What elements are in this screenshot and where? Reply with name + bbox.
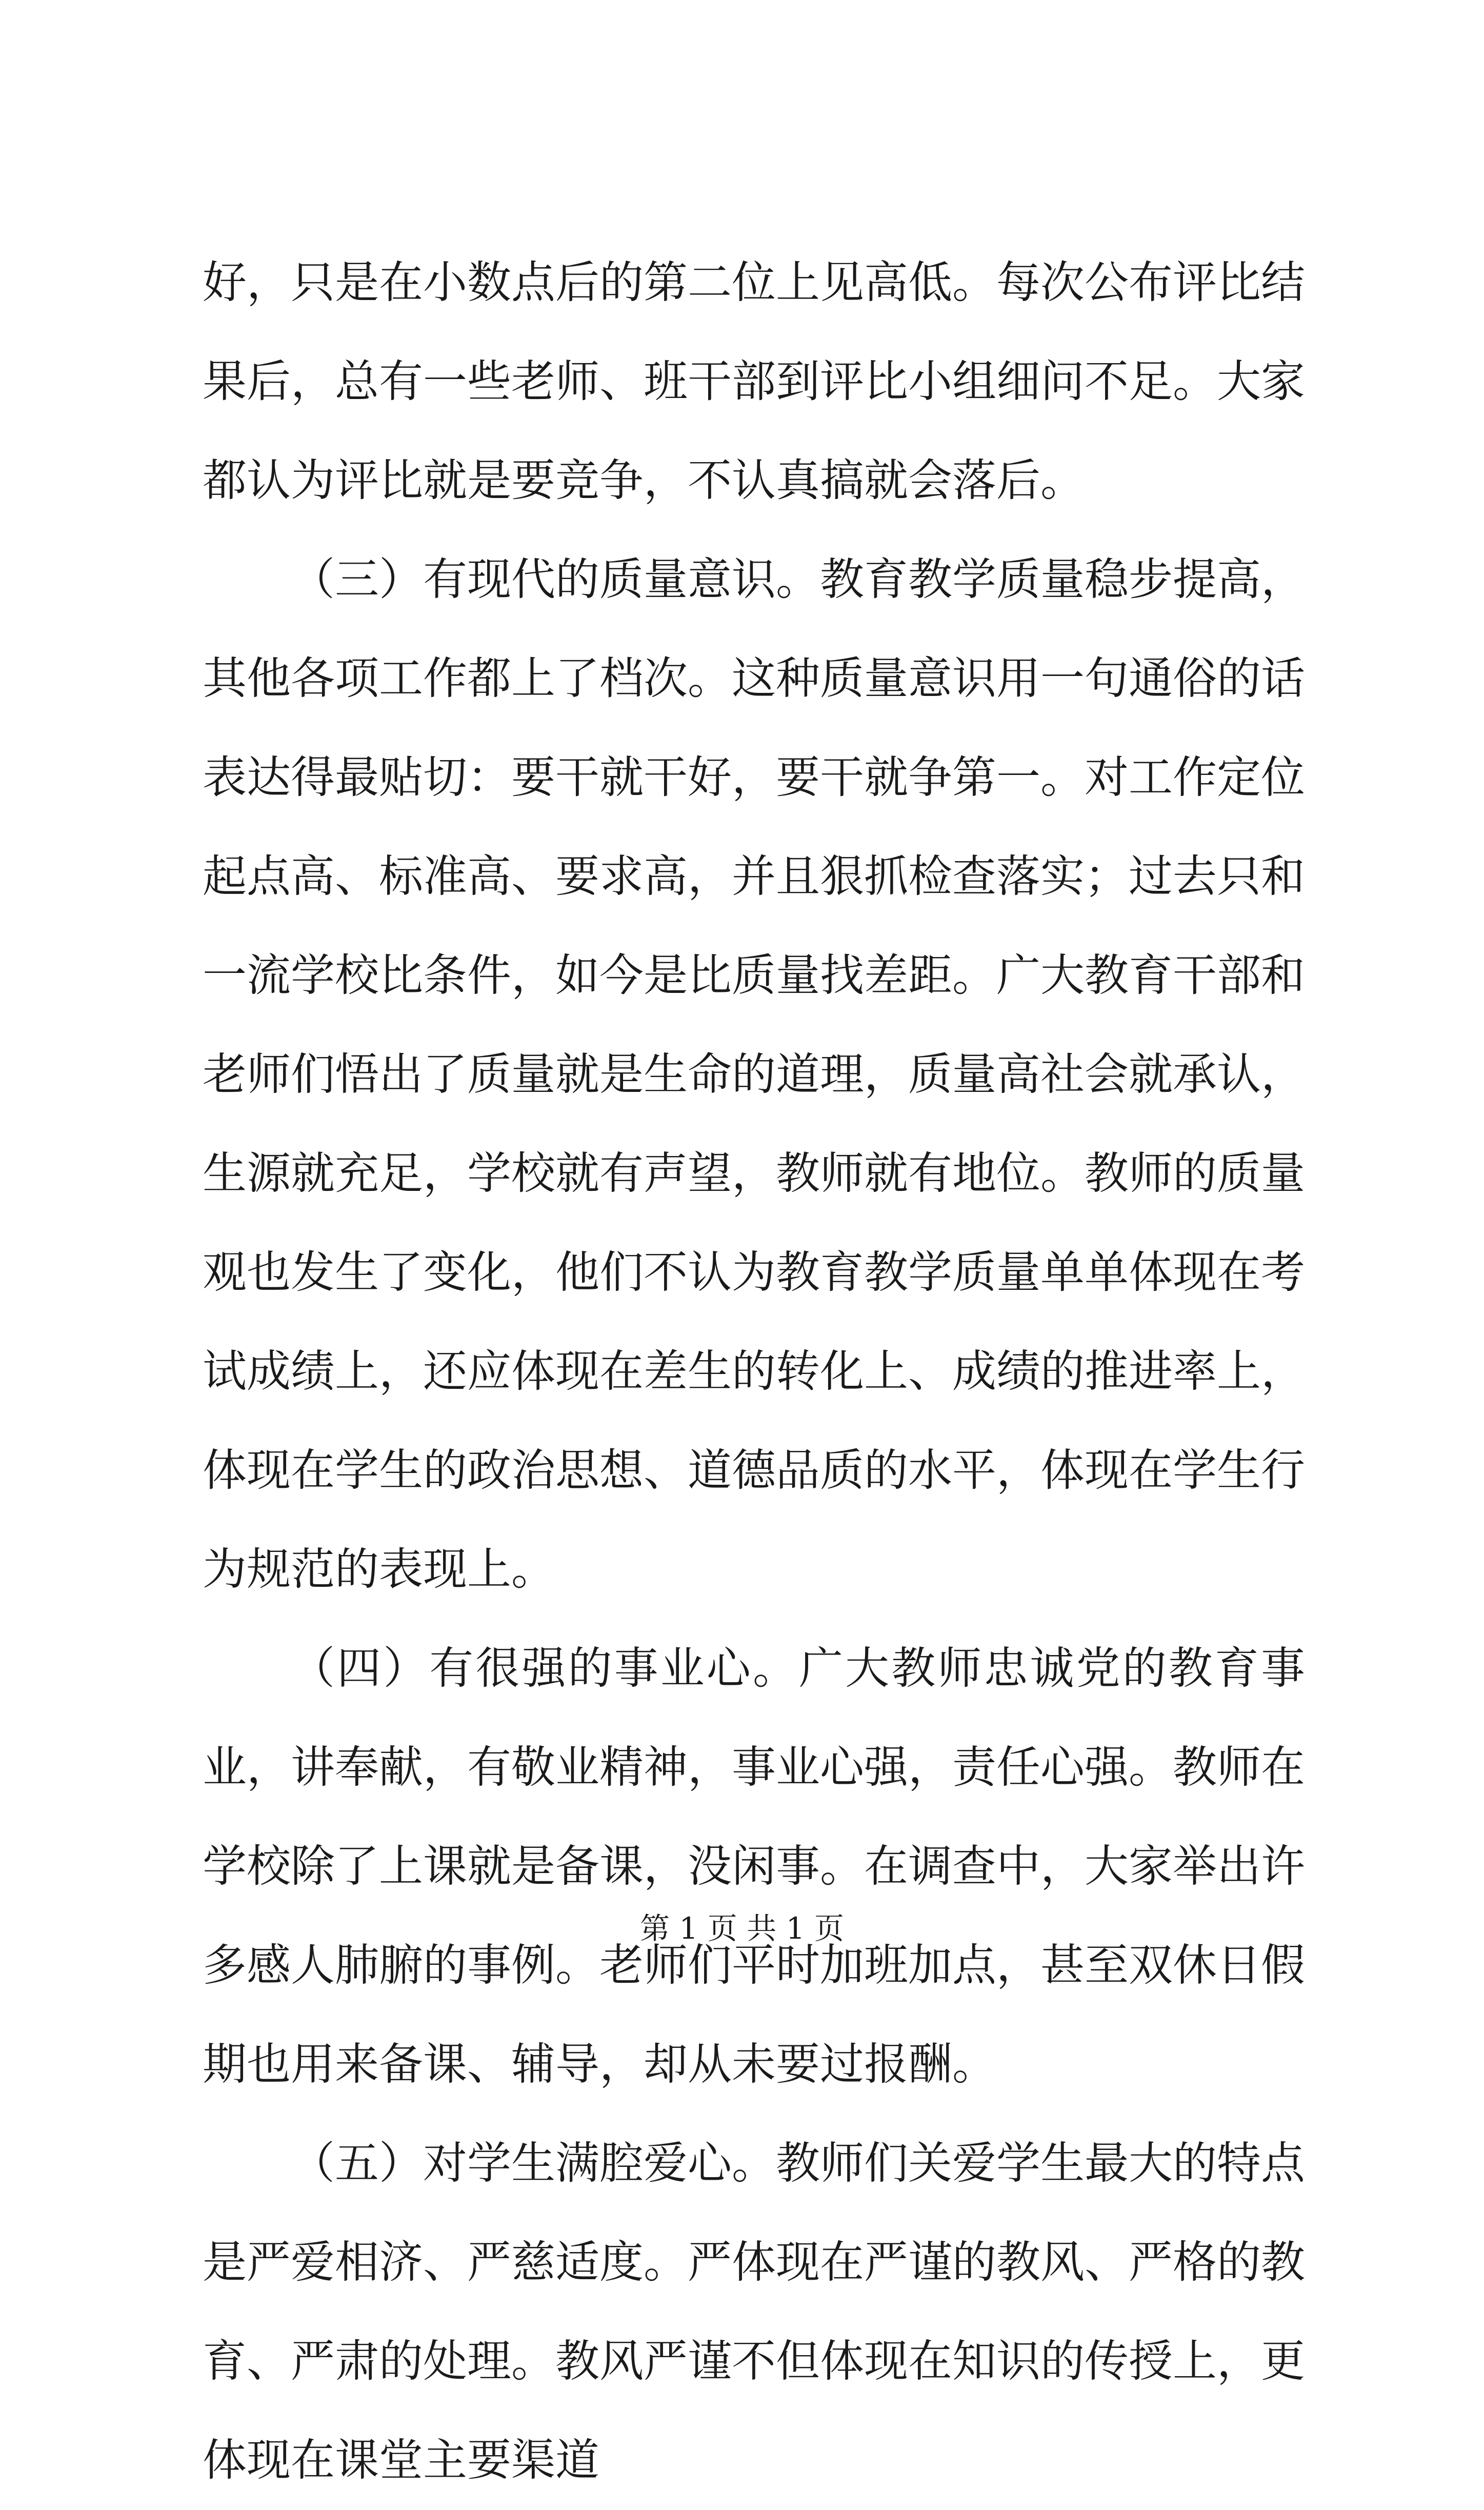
paragraph-continuation: 好，只是在小数点后的第二位上见高低。每次公布评比结果后，总有一些老师、班干部到评比小组细问不足。大家都认为评比就是要竞争，不认真搞就会落后。 (203, 257, 1305, 506)
paragraph-quality-awareness: （三）有现代的质量意识。教育教学质量稳步提高，其他各项工作都上了档次。这种质量意识用一句通俗的话表达得最贴切：要干就干好，要干就争第一。对工作定位起点高、标准高、要求高，并且狠抓检查落实；过去只和一流学校比条件，如今是比质量找差距。广大教育干部和老师们悟出了质量就是生命的道理，质量高社会就承认，生源就充足，学校就有声望，教师就有地位。教师的质量观也发生了变化，他们不认为教育教学质量单单体现在考试成绩上，还应体现在差生的转化上、成绩的推进率上，体现在学生的政治思想、道德品质的水平，体现在学生行为规范的表现上。 (203, 554, 1305, 1595)
page-footer: 第 1 页 共 1 页 (640, 1911, 844, 1946)
document-body (203, 233, 1305, 2510)
paragraph-care-for-students: （五）对学生满腔爱心。教师们关爱学生最大的特点是严爱相济、严慈适度。严体现在严谨的教风、严格的教育、严肃的处理。教风严谨不但体现在知识的传授上，更体现在课堂主要渠道 (203, 2138, 1305, 2486)
paragraph-dedication: （四）有很强的事业心。广大教师忠诚党的教育事业，讲奉献，有敬业精神，事业心强，责任心强。教师在学校除了上课就是备课，没闲事。在调查中，大家举出许多感人肺腑的事例。老师们平时加班加点，甚至双休日假期也用来备课、辅导，却从未要过报酬。 (203, 1643, 1305, 2090)
